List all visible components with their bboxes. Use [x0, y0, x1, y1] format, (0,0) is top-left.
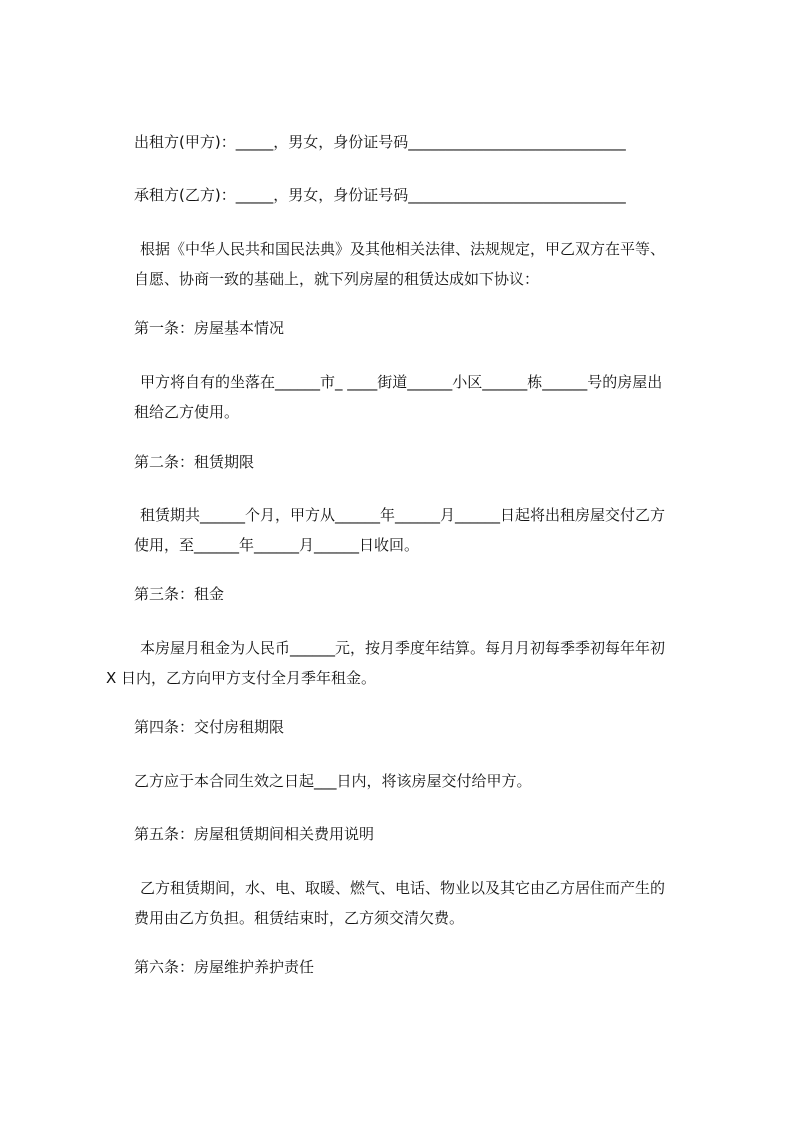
article-body-line: 费用由乙方负担。租赁结束时，乙方须交清欠费。 — [134, 909, 465, 927]
article-4-heading: 第四条：交付房租期限 — [134, 718, 285, 736]
article-2-body — [134, 500, 720, 560]
article-body-line: X 日内，乙方向甲方支付全月季年租金。 — [106, 669, 377, 687]
article-5-heading: 第五条：房屋租赁期间相关费用说明 — [134, 825, 375, 843]
article-3-heading: 第三条：租金 — [134, 585, 225, 603]
preamble-line: 根据《中华人民共和国民法典》及其他相关法律、法规规定，甲乙双方在平等、 — [140, 240, 666, 258]
article-1-body — [134, 367, 720, 427]
article-6-heading: 第六条：房屋维护养护责任 — [134, 958, 315, 976]
article-1-heading: 第一条：房屋基本情况 — [134, 319, 285, 337]
article-3-body — [106, 633, 720, 693]
article-body-line: 租给乙方使用。 — [134, 403, 240, 421]
preamble-paragraph — [134, 234, 720, 294]
article-body-line: 租赁期共______个月，甲方从______年______月______日起将出租房屋交付乙方 — [140, 506, 666, 524]
article-body-line: 使用，至______年______月______日收回。 — [134, 536, 420, 554]
article-body-line: 甲方将自有的坐落在______市_ ____街道______小区______栋______号的房屋出 — [140, 373, 663, 391]
article-2-heading: 第二条：租赁期限 — [134, 453, 255, 471]
tenant-line: 承租方(乙方)：_____，男女，身份证号码_____________________________ — [134, 186, 626, 204]
article-body-line: 乙方租赁期间，水、电、取暖、燃气、电话、物业以及其它由乙方居住而产生的 — [140, 879, 666, 897]
article-5-body — [134, 873, 720, 933]
landlord-line: 出租方(甲方)：_____，男女，身份证号码_____________________________ — [134, 133, 626, 151]
article-4-body: 乙方应于本合同生效之日起___日内，将该房屋交付给甲方。 — [134, 772, 532, 790]
preamble-line: 自愿、协商一致的基础上，就下列房屋的租赁达成如下协议： — [134, 270, 540, 288]
article-body-line: 本房屋月租金为人民币______元，按月季度年结算。每月月初每季季初每年年初 — [140, 639, 666, 657]
